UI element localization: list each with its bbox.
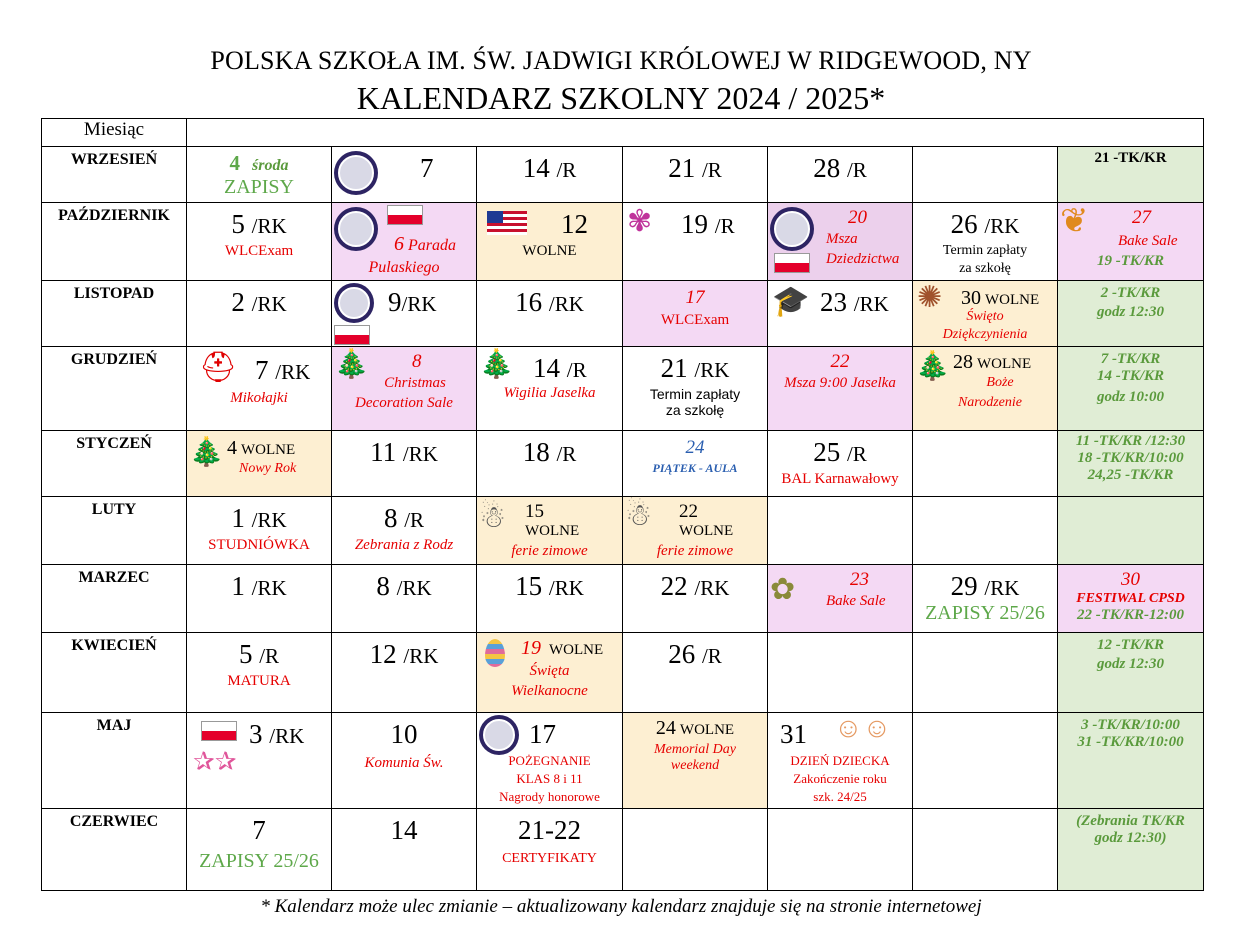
day-number: 26 (668, 639, 696, 669)
row-pazdziernik (42, 203, 1204, 281)
day-suffix: /RK (548, 292, 584, 316)
day-cell (768, 347, 913, 431)
day-cell (332, 281, 477, 347)
day-number: 15 (525, 501, 544, 522)
event-note: ferie zimowe (511, 543, 588, 559)
meetings-cell (1058, 431, 1204, 497)
polish-flag-icon (387, 205, 423, 225)
day-number: 7 (252, 815, 266, 845)
day-suffix: /RK (251, 292, 287, 316)
day-cell (477, 633, 623, 713)
day-cell (187, 633, 332, 713)
graduate-boy-icon: 🎓 (772, 285, 810, 318)
day-number: 7 (255, 355, 269, 385)
event-note: WLCExam (224, 243, 294, 259)
day-suffix: /RK (403, 644, 439, 668)
day-cell (768, 497, 913, 565)
day-number: 28 (813, 153, 841, 183)
children-icon: ✰✰ (193, 747, 237, 776)
polish-flag-icon (774, 253, 810, 273)
meetings-cell (1058, 203, 1204, 281)
day-number: 2 (231, 287, 245, 317)
month-label: WRZESIEŃ (42, 147, 187, 203)
day-word: WOLNE (241, 442, 296, 458)
day-cell (332, 713, 477, 809)
day-cell (913, 497, 1058, 565)
day-cell (623, 147, 768, 203)
meetings-cell (1058, 809, 1204, 891)
month-label: LUTY (42, 497, 187, 565)
meeting-line: 18 -TK/KR/10:00 (1077, 450, 1184, 466)
day-cell (187, 809, 332, 891)
day-cell (768, 809, 913, 891)
day-number: 17 (529, 719, 556, 749)
meeting-line: 14 -TK/KR (1096, 368, 1165, 384)
day-cell (768, 203, 913, 281)
autumn-leaves-icon: ❦ (1060, 203, 1089, 240)
day-number: 6 (394, 233, 404, 255)
row-czerwiec (42, 809, 1204, 891)
month-label: CZERWIEC (42, 809, 187, 891)
row-grudzien (42, 347, 1204, 431)
day-cell (477, 203, 623, 281)
day-number: 24 (655, 717, 676, 739)
day-suffix: /R (701, 644, 722, 668)
day-cell (623, 809, 768, 891)
event-note: STUDNIÓWKA (208, 537, 310, 553)
day-suffix: /RK (984, 576, 1020, 600)
day-number: 7 (420, 153, 434, 183)
event-note: Termin zapłaty (942, 243, 1028, 258)
day-suffix: /RK (694, 576, 730, 600)
day-suffix: /R (846, 158, 867, 182)
day-cell (477, 497, 623, 565)
event-note: Narodzenie (957, 395, 1023, 410)
day-cell (623, 347, 768, 431)
day-word: WOLNE (549, 642, 604, 658)
meetings-cell (1058, 347, 1204, 431)
snowman-icon: ☃ (625, 499, 652, 532)
meeting-line: 21 -TK/KR (1094, 150, 1167, 166)
peacock-icon: ✾ (627, 205, 653, 238)
meeting-line: 31 -TK/KR/10:00 (1077, 734, 1184, 750)
day-number: 22 (679, 501, 698, 522)
day-cell (332, 565, 477, 633)
event-note: za szkołę (959, 261, 1011, 277)
event-note: Parada (408, 237, 456, 254)
event-note: FESTIWAL CPSD (1076, 591, 1185, 606)
day-number: 19 (681, 209, 708, 239)
day-cell (187, 147, 332, 203)
polish-flag-icon (334, 325, 370, 345)
day-number: 8 (383, 503, 398, 533)
month-label: MAJ (42, 713, 187, 809)
day-cell (768, 633, 913, 713)
event-note: ZAPISY (223, 176, 294, 198)
meetings-cell (1058, 281, 1204, 347)
meetings-cell (1058, 633, 1204, 713)
day-suffix: /RK (402, 442, 438, 466)
day-cell (187, 431, 332, 497)
day-suffix: /RK (396, 576, 432, 600)
month-label: MARZEC (42, 565, 187, 633)
day-cell (768, 281, 913, 347)
day-cell (332, 633, 477, 713)
meetings-cell (1058, 497, 1204, 565)
day-suffix: /R (556, 158, 577, 182)
event-note: Dziękczynienia (942, 327, 1028, 342)
day-suffix: /RK (251, 576, 287, 600)
day-cell (623, 497, 768, 565)
footnote: * Kalendarz może ulec zmianie – aktualizowany kalendarz znajduje się na stronie internetowej (260, 896, 982, 917)
event-note: MATURA (227, 673, 291, 689)
day-cell (913, 147, 1058, 203)
meeting-line: 2 -TK/KR (1100, 285, 1161, 301)
school-seal-icon (334, 283, 374, 323)
meeting-line: 24,25 -TK/KR (1087, 467, 1174, 483)
day-cell (477, 565, 623, 633)
day-suffix: /R (404, 508, 425, 532)
day-suffix: /RK (275, 360, 311, 384)
snowman-icon: ☃ (479, 501, 506, 534)
day-number: 5 (231, 209, 245, 239)
event-note: KLAS 8 i 11 (516, 771, 583, 786)
day-cell (187, 713, 332, 809)
event-note: Święta (529, 663, 570, 679)
day-number: 31 (780, 719, 807, 749)
day-cell (913, 809, 1058, 891)
day-number: 19 (521, 637, 541, 659)
meetings-cell (1058, 147, 1204, 203)
day-word: WOLNE (977, 356, 1032, 372)
event-note: Boże (986, 375, 1014, 390)
day-cell (913, 713, 1058, 809)
christmas-tree-icon: 🎄 (915, 351, 950, 382)
day-suffix: /R (556, 442, 577, 466)
day-suffix: /RK (251, 508, 287, 532)
day-word: WOLNE (679, 722, 735, 738)
day-word: WOLNE (525, 523, 580, 539)
month-label: GRUDZIEŃ (42, 347, 187, 431)
day-number: 27 (1132, 207, 1151, 228)
event-note: WOLNE (522, 243, 577, 259)
event-note: Bake Sale (1118, 233, 1178, 249)
meeting-line: 22 -TK/KR-12:00 (1076, 607, 1185, 623)
meeting-line: godz 12:30) (1094, 830, 1167, 846)
day-cell (768, 147, 913, 203)
day-number: 30 (1121, 569, 1140, 590)
month-label: KWIECIEŃ (42, 633, 187, 713)
day-suffix: /RK (548, 576, 584, 600)
day-number: 18 (522, 437, 550, 467)
event-note: Memorial Day (653, 742, 737, 757)
day-number: 17 (685, 287, 705, 308)
calendar-title: KALENDARZ SZKOLNY 2024 / 2025* (356, 80, 886, 116)
day-suffix: /R (701, 158, 722, 182)
turkey-icon: ✺ (917, 281, 943, 314)
day-number: 5 (238, 639, 253, 669)
day-cell (623, 713, 768, 809)
day-cell (332, 497, 477, 565)
day-suffix: /R (714, 214, 735, 238)
day-number: 1 (231, 571, 245, 601)
day-cell (768, 713, 913, 809)
event-note: Wielkanocne (511, 683, 588, 699)
meeting-line: 7 -TK/KR (1100, 351, 1161, 367)
month-label: LISTOPAD (42, 281, 187, 347)
day-number: 22 (660, 571, 688, 601)
event-note: Mikołajki (230, 390, 288, 406)
flowers-icon: ✿ (770, 573, 796, 606)
meetings-cell (1058, 713, 1204, 809)
meeting-line: 12 -TK/KR (1096, 637, 1165, 653)
meeting-line: godz 10:00 (1096, 389, 1165, 405)
day-cell (477, 147, 623, 203)
event-note: WLCExam (660, 312, 730, 328)
day-number: 12 (561, 209, 588, 239)
day-suffix: /RK (853, 292, 889, 316)
school-seal-icon (334, 151, 378, 195)
christmas-tree-icon: 🎄 (189, 437, 224, 468)
day-number: 24 (685, 437, 705, 458)
day-number: 21-22 (518, 815, 581, 845)
day-cell (187, 497, 332, 565)
meetings-cell (1058, 565, 1204, 633)
event-note: Termin zapłaty (649, 386, 741, 402)
day-suffix: /R (846, 442, 867, 466)
day-number: 28 (953, 351, 973, 373)
day-cell (477, 431, 623, 497)
day-number: 1 (231, 503, 245, 533)
event-note: PIĄTEK - AULA (652, 461, 738, 475)
event-note: Komunia Św. (364, 755, 444, 771)
event-note: CERTYFIKATY (502, 851, 597, 866)
header-row (42, 119, 1204, 147)
day-cell (477, 809, 623, 891)
month-header: Miesiąc (42, 119, 187, 147)
day-cell (332, 203, 477, 281)
event-note: DZIEŃ DZIECKA (790, 753, 890, 768)
day-number: 10 (390, 719, 418, 749)
event-note: Wigilia Jaselka (503, 385, 596, 401)
event-note: ZAPISY 25/26 (925, 602, 1045, 624)
header-blank (187, 119, 1204, 147)
day-cell (913, 565, 1058, 633)
day-word: WOLNE (985, 292, 1040, 308)
event-note: Bake Sale (826, 593, 886, 609)
day-word: WOLNE (679, 523, 734, 539)
day-number: 8 (376, 571, 390, 601)
event-note: Msza (826, 231, 858, 247)
event-note: POŻEGNANIE (508, 753, 591, 768)
day-cell (187, 565, 332, 633)
us-flag-icon (487, 211, 527, 235)
meeting-line: godz 12:30 (1096, 656, 1165, 672)
school-seal-icon (770, 207, 814, 251)
school-seal-icon (479, 715, 519, 755)
christmas-tree-icon: 🎄 (479, 349, 514, 380)
row-styczen (42, 431, 1204, 497)
day-cell (913, 203, 1058, 281)
polish-flag-icon (201, 721, 237, 741)
day-number: 22 (830, 351, 850, 372)
day-cell (913, 431, 1058, 497)
day-number: 3 (249, 719, 263, 749)
event-note: BAL Karnawałowy (781, 471, 899, 487)
day-cell (623, 431, 768, 497)
day-cell (332, 809, 477, 891)
day-number: 9 (388, 287, 402, 317)
day-cell (332, 431, 477, 497)
event-note: za szkołę (665, 402, 725, 418)
meeting-line: 3 -TK/KR/10:00 (1081, 717, 1180, 733)
day-number: 29 (950, 571, 978, 601)
event-note: Nowy Rok (239, 461, 297, 476)
day-suffix: /RK (694, 358, 730, 382)
school-seal-icon (334, 207, 378, 251)
day-suffix: /R (259, 644, 280, 668)
day-number: 4 (227, 437, 237, 459)
day-cell (623, 203, 768, 281)
event-note: Zakończenie roku (793, 771, 887, 786)
day-number: 21 (668, 153, 696, 183)
day-number: 23 (850, 569, 869, 590)
day-suffix: /RK (984, 214, 1020, 238)
day-cell (332, 147, 477, 203)
day-cell (332, 347, 477, 431)
day-cell (913, 347, 1058, 431)
day-cell (477, 713, 623, 809)
day-cell (187, 203, 332, 281)
day-number: 11 (370, 437, 397, 467)
day-word: środa (252, 157, 289, 174)
day-number: 4 (229, 151, 241, 175)
day-cell (623, 633, 768, 713)
santa-hat-icon: ⛑ (199, 351, 238, 384)
event-note: Christmas (384, 375, 446, 391)
row-marzec (42, 565, 1204, 633)
christmas-tree-icon: 🎄 (334, 349, 369, 380)
day-cell (768, 431, 913, 497)
day-number: 8 (412, 351, 422, 372)
day-number: 20 (848, 207, 867, 228)
day-cell (187, 347, 332, 431)
month-label: STYCZEŃ (42, 431, 187, 497)
day-number: 23 (820, 287, 847, 317)
event-note: Pulaskiego (368, 259, 440, 276)
meeting-line: 19 -TK/KR (1096, 253, 1165, 269)
meeting-line: 11 -TK/KR /12:30 (1075, 433, 1186, 449)
day-number: 30 (961, 287, 981, 309)
day-suffix: /RK (269, 724, 305, 748)
day-cell (623, 565, 768, 633)
event-note: Święto (966, 309, 1004, 324)
calendar-table (41, 118, 1204, 891)
day-cell (768, 565, 913, 633)
month-label: PAŹDZIERNIK (42, 203, 187, 281)
day-number: 21 (660, 353, 688, 383)
meeting-line: (Zebrania TK/KR (1076, 813, 1185, 829)
day-number: 14 (533, 353, 560, 383)
day-cell (477, 347, 623, 431)
event-note: szk. 24/25 (813, 789, 867, 804)
day-cell (913, 633, 1058, 713)
day-number: 14 (390, 815, 418, 845)
day-number: 25 (813, 437, 841, 467)
day-cell (913, 281, 1058, 347)
day-cell (187, 281, 332, 347)
meeting-line: godz 12:30 (1096, 304, 1165, 320)
day-number: 12 (369, 639, 397, 669)
day-cell (477, 281, 623, 347)
event-note: weekend (670, 758, 720, 773)
day-suffix: /R (566, 358, 587, 382)
day-number: 16 (515, 287, 543, 317)
day-number: 26 (950, 209, 978, 239)
event-note: ZAPISY 25/26 (199, 850, 319, 872)
day-number: 15 (515, 571, 543, 601)
day-suffix: /RK (251, 214, 287, 238)
event-note: Nagrody honorowe (499, 789, 600, 804)
day-cell (623, 281, 768, 347)
event-note: Msza 9:00 Jaselka (784, 375, 896, 391)
day-suffix: /RK (401, 292, 437, 316)
row-wrzesien (42, 147, 1204, 203)
babies-icon: ☺☺ (834, 713, 892, 744)
day-number: 14 (522, 153, 550, 183)
row-luty (42, 497, 1204, 565)
event-note: ferie zimowe (656, 543, 734, 559)
row-kwiecien (42, 633, 1204, 713)
event-note: Decoration Sale (355, 395, 453, 411)
event-note: Zebrania z Rodz (354, 537, 454, 553)
event-note: Dziedzictwa (826, 251, 900, 267)
school-name: POLSKA SZKOŁA IM. ŚW. JADWIGI KRÓLOWEJ W RIDGEWOOD, NY (210, 46, 1032, 75)
row-listopad (42, 281, 1204, 347)
row-maj (42, 713, 1204, 809)
